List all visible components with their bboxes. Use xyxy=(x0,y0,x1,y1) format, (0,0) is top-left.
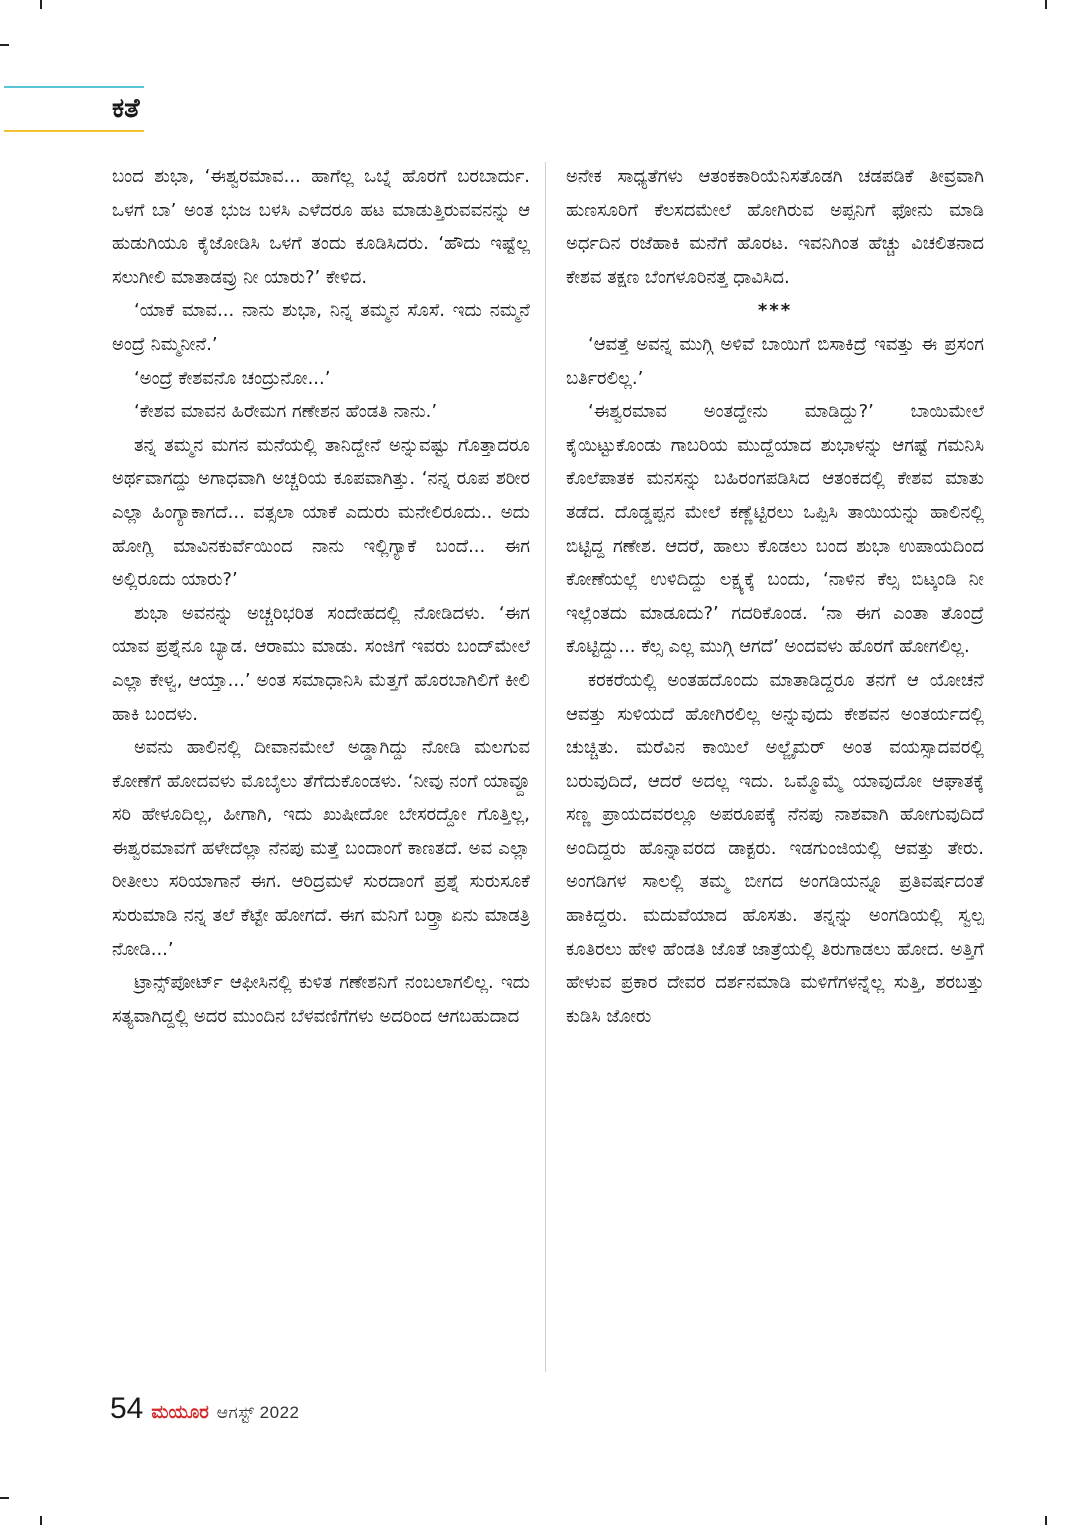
paragraph: ಅವನು ಹಾಲಿನಲ್ಲಿ ದೀವಾನಮೇಲೆ ಅಡ್ಡಾಗಿದ್ದು ನೋಡಿ ಮಲಗುವ ಕೋಣೆಗೆ ಹೋದವಳು ಮೊಬೈಲು ತೆಗೆದುಕೊಂಡಳು. ‘ನೀವು ನಂಗೆ ಯಾವ್ದೂ ಸರಿ ಹೇಳೂದಿಲ್ಲ, ಹೀಗಾಗಿ, ಇದು ಖುಷೀದೋ ಬೇಸರದ್ದೋ ಗೊತ್ತಿಲ್ಲ, ಈಶ್ವರಮಾವಗೆ ಹಳೇದೆಲ್ಲಾ ನೆನಪು ಮತ್ತೆ ಬಂದಾಂಗೆ ಕಾಣತದೆ. ಅವ ಎಲ್ಲಾ ರೀತೀಲು ಸರಿಯಾಗಾನೆ ಈಗ. ಆರಿದ್ರಮಳೆ ಸುರದಾಂಗೆ ಪ್ರಶ್ನೆ ಸುರುಸೂಕೆ ಸುರುಮಾಡಿ ನನ್ನ ತಲೆ ಕೆಟ್ಟೇ ಹೋಗದೆ. ಈಗ ಮನಿಗೆ ಬರ್‍ತ್ರಾ ಏನು ಮಾಡತ್ರಿ ನೋಡಿ...’ xyxy=(112,737,530,960)
paragraph: ಟ್ರಾನ್ಸ್‌ಪೋರ್ಟ್ ಆಫೀಸಿನಲ್ಲಿ ಕುಳಿತ ಗಣೇಶನಿಗೆ ನಂಬಲಾಗಲಿಲ್ಲ. ಇದು ಸತ್ಯವಾಗಿದ್ದಲ್ಲಿ ಅದರ ಮುಂದಿನ ಬೆಳವಣಿಗೆಗಳು ಅದರಿಂದ ಆಗಬಹುದಾದ xyxy=(112,972,530,1027)
page-footer xyxy=(110,1392,300,1432)
paragraph: ‘ಆವತ್ತೆ ಅವನ್ನ ಮುಗ್ಗಿ ಅಳಿವೆ ಬಾಯಿಗೆ ಬಿಸಾಕಿದ್ರೆ ಇವತ್ತು ಈ ಪ್ರಸಂಗ ಬರ್ತಿರಲಿಲ್ಲ.’ xyxy=(566,333,984,389)
paragraph: ‘ಯಾಕೆ ಮಾವ... ನಾನು ಶುಭಾ, ನಿನ್ನ ತಮ್ಮನ ಸೊಸೆ. ಇದು ನಮ್ಮನೆ ಅಂದ್ರೆ ನಿಮ್ಮನೀನೆ.’ xyxy=(112,300,530,355)
scene-break: *** xyxy=(757,300,793,322)
magazine-name: ಮಯೂರ xyxy=(151,1402,209,1422)
crop-mark xyxy=(1045,1516,1047,1525)
paragraph: ಕರಕರೆಯಲ್ಲಿ ಅಂತಹದೊಂದು ಮಾತಾಡಿದ್ದರೂ ತನಗೆ ಆ ಯೋಚನೆ ಆವತ್ತು ಸುಳಿಯದೆ ಹೋಗಿರಲಿಲ್ಲ ಅನ್ನುವುದು ಕೇಶವನ ಅಂತರ್ಯದಲ್ಲಿ ಚುಚ್ಚಿತು. ಮರೆವಿನ ಕಾಯಿಲೆ ಅಲ್ಜೈಮರ್ ಅಂತ ವಯಸ್ಸಾದವರಲ್ಲಿ ಬರುವುದಿದೆ, ಆದರೆ ಅದಲ್ಲ ಇದು. ಒಮ್ಮೊಮ್ಮೆ ಯಾವುದೋ ಆಘಾತಕ್ಕೆ ಸಣ್ಣ ಪ್ರಾಯದವರಲ್ಲೂ ಅಪರೂಪಕ್ಕೆ ನೆನಪು ನಾಶವಾಗಿ ಹೋಗುವುದಿದೆ ಅಂದಿದ್ದರು ಹೊನ್ನಾವರದ ಡಾಕ್ಟರು. ಇಡಗುಂಜಿಯಲ್ಲಿ ಆವತ್ತು ತೇರು. ಅಂಗಡಿಗಳ ಸಾಲಲ್ಲಿ ತಮ್ಮ ಬೀಗದ ಅಂಗಡಿಯನ್ನೂ ಪ್ರತಿವರ್ಷದಂತೆ ಹಾಕಿದ್ದರು. ಮದುವೆಯಾದ ಹೊಸತು. ತನ್ನನ್ನು ಅಂಗಡಿಯಲ್ಲಿ ಸ್ವಲ್ಪ ಕೂತಿರಲು ಹೇಳಿ ಹೆಂಡತಿ ಜೊತೆ ಜಾತ್ರೆಯಲ್ಲಿ ತಿರುಗಾಡಲು ಹೋದ. ಅತ್ತಿಗೆ ಹೇಳುವ ಪ್ರಕಾರ ದೇವರ ದರ್ಶನಮಾಡಿ ಮಳಿಗೆಗಳನ್ನೆಲ್ಲ ಸುತ್ತಿ, ಶರಬತ್ತು ಕುಡಿಸಿ ಜೋರು xyxy=(566,669,984,1027)
paragraph: ಅನೇಕ ಸಾಧ್ಯತೆಗಳು ಆತಂಕಕಾರಿಯೆನಿಸತೊಡಗಿ ಚಡಪಡಿಕೆ ತೀವ್ರವಾಗಿ ಹುಣಸೂರಿಗೆ ಕೆಲಸದಮೇಲೆ ಹೋಗಿರುವ ಅಪ್ಪನಿಗೆ ಫೋನು ಮಾಡಿ ಅರ್ಧದಿನ ರಜೆಹಾಕಿ ಮನೆಗೆ ಹೊರಟ. ಇವನಿಗಿಂತ ಹೆಚ್ಚು ವಿಚಲಿತನಾದ ಕೇಶವ ತಕ್ಷಣ ಬೆಂಗಳೂರಿನತ್ತ ಧಾವಿಸಿದ. xyxy=(566,166,984,288)
left-column xyxy=(112,160,530,1033)
section-label: ಕತೆ xyxy=(112,93,140,124)
paragraph: ತನ್ನ ತಮ್ಮನ ಮಗನ ಮನೆಯಲ್ಲಿ ತಾನಿದ್ದೇನೆ ಅನ್ನುವಷ್ಟು ಗೊತ್ತಾದರೂ ಅರ್ಥವಾಗದ್ದು ಅಗಾಧವಾಗಿ ಅಚ್ಚರಿಯ ಕೂಪವಾಗಿತ್ತು. ‘ನನ್ನ ರೂಪ ಶರೀರ ಎಲ್ಲಾ ಹಿಂಗ್ಯಾಕಾಗದೆ... ವತ್ಸಲಾ ಯಾಕೆ ಎದುರು ಮನೇಲಿರೂದು.. ಅದು ಹೋಗ್ಲಿ ಮಾವಿನಕುರ್ವೆಯಿಂದ ನಾನು ಇಲ್ಲಿಗ್ಯಾಕೆ ಬಂದೆ... ಈಗ ಅಲ್ಲಿರೂದು ಯಾರು?’ xyxy=(112,434,530,591)
crop-mark xyxy=(0,44,9,46)
crop-mark xyxy=(40,1516,42,1525)
column-divider xyxy=(545,162,546,1372)
paragraph: ಶುಭಾ ಅವನನ್ನು ಅಚ್ಚರಿಭರಿತ ಸಂದೇಹದಲ್ಲಿ ನೋಡಿದಳು. ‘ಈಗ ಯಾವ ಪ್ರಶ್ನೆನೂ ಬ್ಯಾಡ. ಆರಾಮು ಮಾಡು. ಸಂಜಿಗೆ ಇವರು ಬಂದ್‌ಮೇಲೆ ಎಲ್ಲಾ ಕೇಳ್ವ, ಆಯ್ತಾ...’ ಅಂತ ಸಮಾಧಾನಿಸಿ ಮೆತ್ತಗೆ ಹೊರಬಾಗಿಲಿಗೆ ಕೀಲಿ ಹಾಕಿ ಬಂದಳು. xyxy=(112,602,530,725)
paragraph: ಬಂದ ಶುಭಾ, ‘ಈಶ್ವರಮಾವ... ಹಾಗೆಲ್ಲ ಒಬ್ನೆ ಹೊರಗೆ ಬರಬಾರ್ದು. ಒಳಗೆ ಬಾ’ ಅಂತ ಭುಜ ಬಳಸಿ ಎಳೆದರೂ ಹಟ ಮಾಡುತ್ತಿರುವವನನ್ನು ಆ ಹುಡುಗಿಯೂ ಕೈಜೋಡಿಸಿ ಒಳಗೆ ತಂದು ಕೂಡಿಸಿದರು. ‘ಹೌದು ಇಷ್ಟೆಲ್ಲ ಸಲುಗೀಲಿ ಮಾತಾಡವ್ರು ನೀ ಯಾರು?’ ಕೇಳಿದ. xyxy=(112,166,530,288)
right-column xyxy=(566,160,984,1033)
crop-mark xyxy=(40,0,42,9)
section-rule-bottom xyxy=(4,130,144,132)
crop-mark xyxy=(0,1497,9,1499)
page-number: 54 xyxy=(110,1392,144,1425)
paragraph: ‘ಈಶ್ವರಮಾವ ಅಂತದ್ದೇನು ಮಾಡಿದ್ದು?’ ಬಾಯಿಮೇಲೆ ಕೈಯಿಟ್ಟುಕೊಂಡು ಗಾಬರಿಯ ಮುದ್ದೆಯಾದ ಶುಭಾಳನ್ನು ಆಗಷ್ಟೆ ಗಮನಿಸಿ ಕೊಲೆಪಾತಕ ಮನಸನ್ನು ಬಹಿರಂಗಪಡಿಸಿದ ಆತಂಕದಲ್ಲಿ ಕೇಶವ ಮಾತು ತಡೆದ. ದೊಡ್ಡಪ್ಪನ ಮೇಲೆ ಕಣ್ಣೆಟ್ಟಿರಲು ಒಪ್ಪಿಸಿ ತಾಯಿಯನ್ನು ಹಾಲಿನಲ್ಲಿ ಬಿಟ್ಟಿದ್ದ ಗಣೇಶ. ಆದರೆ, ಹಾಲು ಕೊಡಲು ಬಂದ ಶುಭಾ ಉಪಾಯದಿಂದ ಕೋಣೆಯಲ್ಲೆ ಉಳಿದಿದ್ದು ಲಕ್ಷ್ಯಕ್ಕೆ ಬಂದು, ‘ನಾಳಿನ ಕೆಲ್ಸ ಬಿಟ್ಕಂಡಿ ನೀ ಇಲ್ಲೆಂತದು ಮಾಡೂದು?’ ಗದರಿಕೊಂಡ. ‘ನಾ ಈಗ ಎಂತಾ ತೊಂದ್ರೆ ಕೊಟ್ಟಿದ್ದು... ಕೆಲ್ಸ ಎಲ್ಲ ಮುಗ್ಗಿ ಆಗದೆ’ ಅಂದವಳು ಹೊರಗೆ ಹೋಗಲಿಲ್ಲ. xyxy=(566,401,984,658)
right-column-top xyxy=(566,160,984,294)
section-rule-top xyxy=(4,86,144,88)
crop-mark xyxy=(1045,0,1047,9)
issue-date: ಆಗಸ್ಟ್ 2022 xyxy=(216,1403,300,1422)
paragraph: ‘ಕೇಶವ ಮಾವನ ಹಿರೇಮಗ ಗಣೇಶನ ಹೆಂಡತಿ ನಾನು.’ xyxy=(134,401,438,423)
paragraph: ‘ಅಂದ್ರೆ ಕೇಶವನೊ ಚಂದ್ರುನೋ...’ xyxy=(134,367,331,389)
right-column-bottom xyxy=(566,328,984,1033)
